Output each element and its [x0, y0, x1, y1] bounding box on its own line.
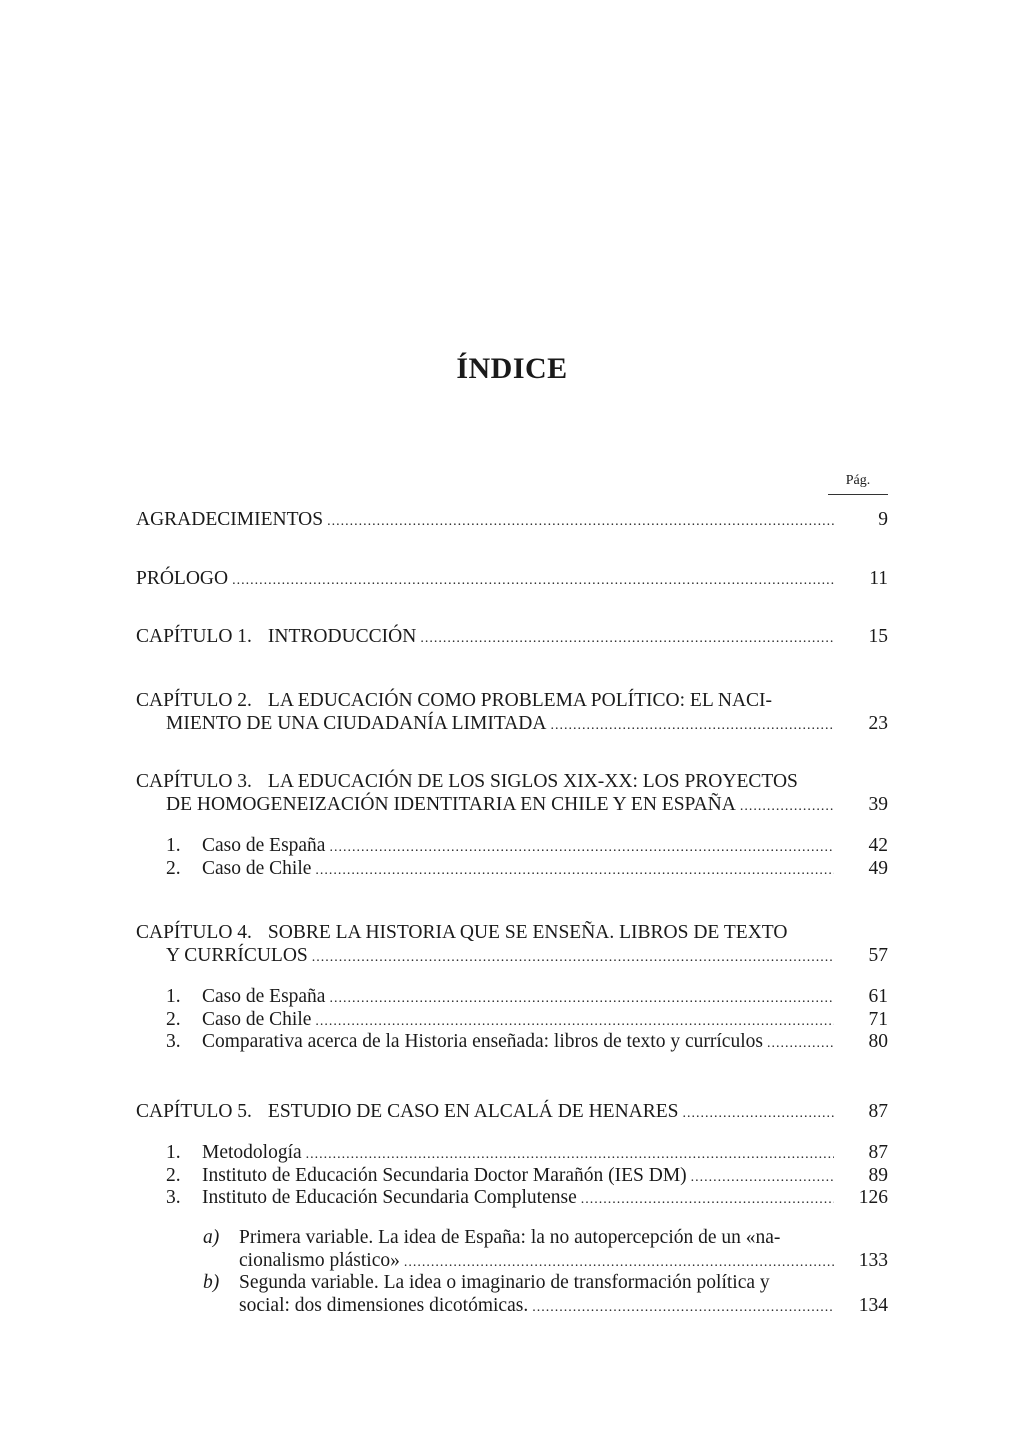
chapter-label: CAPÍTULO 2. — [136, 690, 252, 711]
dot-leader — [232, 569, 834, 593]
section-title: Metodología — [202, 1142, 302, 1163]
subsection-letter: a) — [203, 1227, 220, 1248]
toc-page-number: 87 — [868, 1101, 888, 1122]
toc-entry-chapter-4[interactable] — [136, 921, 787, 945]
chapter-title-line-2: Y CURRÍCULOS — [166, 945, 308, 966]
toc-subsubentry-b-continuation[interactable] — [239, 1294, 840, 1320]
toc-page-number: 133 — [858, 1250, 888, 1271]
toc-subentry[interactable] — [166, 1030, 840, 1056]
toc-subentry[interactable] — [166, 857, 840, 883]
dot-leader — [327, 510, 834, 534]
toc-entry-chapter-4-continuation[interactable] — [166, 944, 840, 970]
toc-page-number: 9 — [878, 509, 888, 530]
toc-page-number: 11 — [869, 568, 888, 589]
section-number: 2. — [166, 1009, 181, 1030]
dot-leader — [581, 1188, 834, 1212]
chapter-label: CAPÍTULO 4. — [136, 922, 252, 943]
toc-page-number: 80 — [868, 1031, 888, 1052]
dot-leader — [420, 627, 834, 651]
section-number: 1. — [166, 835, 181, 856]
toc-entry-chapter-2[interactable] — [136, 689, 772, 713]
subsection-title-line-1: Primera variable. La idea de España: la no autopercepción de un «na- — [239, 1227, 781, 1248]
dot-leader — [315, 859, 834, 883]
section-number: 3. — [166, 1031, 181, 1052]
page-column-header: Pág. — [828, 473, 888, 495]
toc-subsubentry-a[interactable] — [203, 1226, 780, 1250]
dot-leader — [683, 1102, 835, 1126]
toc-page-number: 15 — [868, 626, 888, 647]
chapter-title: INTRODUCCIÓN — [267, 626, 417, 647]
toc-entry-agradecimientos[interactable] — [136, 508, 840, 534]
toc-entry-chapter-1[interactable] — [136, 625, 840, 651]
subsection-letter: b) — [203, 1272, 220, 1293]
page-title: ÍNDICE — [456, 352, 568, 385]
toc-entry-text: PRÓLOGO — [136, 568, 229, 589]
chapter-label: CAPÍTULO 3. — [136, 771, 252, 792]
toc-entry-prologo[interactable] — [136, 567, 840, 593]
subsection-title-line-2: cionalismo plástico» — [239, 1250, 400, 1271]
dot-leader — [532, 1296, 834, 1320]
chapter-label: CAPÍTULO 1. — [136, 626, 252, 647]
toc-page-number: 57 — [868, 945, 888, 966]
dot-leader — [550, 714, 834, 738]
chapter-title-line-1: LA EDUCACIÓN COMO PROBLEMA POLÍTICO: EL NACI- — [267, 690, 773, 711]
chapter-label: CAPÍTULO 5. — [136, 1101, 252, 1122]
dot-leader — [740, 795, 834, 819]
toc-page-number: 126 — [858, 1187, 888, 1208]
section-number: 3. — [166, 1187, 181, 1208]
dot-leader — [767, 1032, 834, 1056]
toc-page-number: 134 — [858, 1295, 888, 1316]
section-number: 2. — [166, 1165, 181, 1186]
section-title: Instituto de Educación Secundaria Complutense — [202, 1187, 577, 1208]
chapter-title-line-2: MIENTO DE UNA CIUDADANÍA LIMITADA — [166, 713, 547, 734]
section-number: 1. — [166, 986, 181, 1007]
chapter-title-line-2: DE HOMOGENEIZACIÓN IDENTITARIA EN CHILE Y EN ESPAÑA — [166, 794, 736, 815]
section-number: 1. — [166, 1142, 181, 1163]
chapter-title-line-1: LA EDUCACIÓN DE LOS SIGLOS XIX-XX: LOS PROYECTOS — [267, 771, 798, 792]
toc-page-number: 61 — [868, 986, 888, 1007]
toc-page-number: 39 — [868, 794, 888, 815]
section-title: Caso de España — [202, 986, 326, 1007]
toc-subsubentry-b[interactable] — [203, 1271, 770, 1295]
section-title: Caso de Chile — [202, 858, 312, 879]
chapter-title: ESTUDIO DE CASO EN ALCALÁ DE HENARES — [267, 1101, 679, 1122]
toc-entry-chapter-2-continuation[interactable] — [166, 712, 840, 738]
toc-entry-chapter-3-continuation[interactable] — [166, 793, 840, 819]
section-number: 2. — [166, 858, 181, 879]
toc-entry-chapter-5[interactable] — [136, 1100, 840, 1126]
toc-entry-chapter-3[interactable] — [136, 770, 798, 794]
toc-page-number: 71 — [868, 1009, 888, 1030]
toc-page-number: 87 — [868, 1142, 888, 1163]
subsection-title-line-2: social: dos dimensiones dicotómicas. — [239, 1295, 529, 1316]
toc-entry-text: AGRADECIMIENTOS — [136, 509, 324, 530]
toc-page-number: 42 — [868, 835, 888, 856]
section-title: Caso de España — [202, 835, 326, 856]
toc-page-number: 49 — [868, 858, 888, 879]
toc-page-number: 23 — [868, 713, 888, 734]
subsection-title-line-1: Segunda variable. La idea o imaginario de transformación política y — [239, 1272, 770, 1293]
section-title: Caso de Chile — [202, 1009, 312, 1030]
section-title: Instituto de Educación Secundaria Doctor Marañón (IES DM) — [202, 1165, 687, 1186]
section-title: Comparativa acerca de la Historia enseñada: libros de texto y currículos — [202, 1031, 763, 1052]
toc-subentry[interactable] — [166, 1186, 840, 1212]
chapter-title-line-1: SOBRE LA HISTORIA QUE SE ENSEÑA. LIBROS DE TEXTO — [267, 922, 788, 943]
toc-page-number: 89 — [868, 1165, 888, 1186]
dot-leader — [312, 946, 834, 970]
